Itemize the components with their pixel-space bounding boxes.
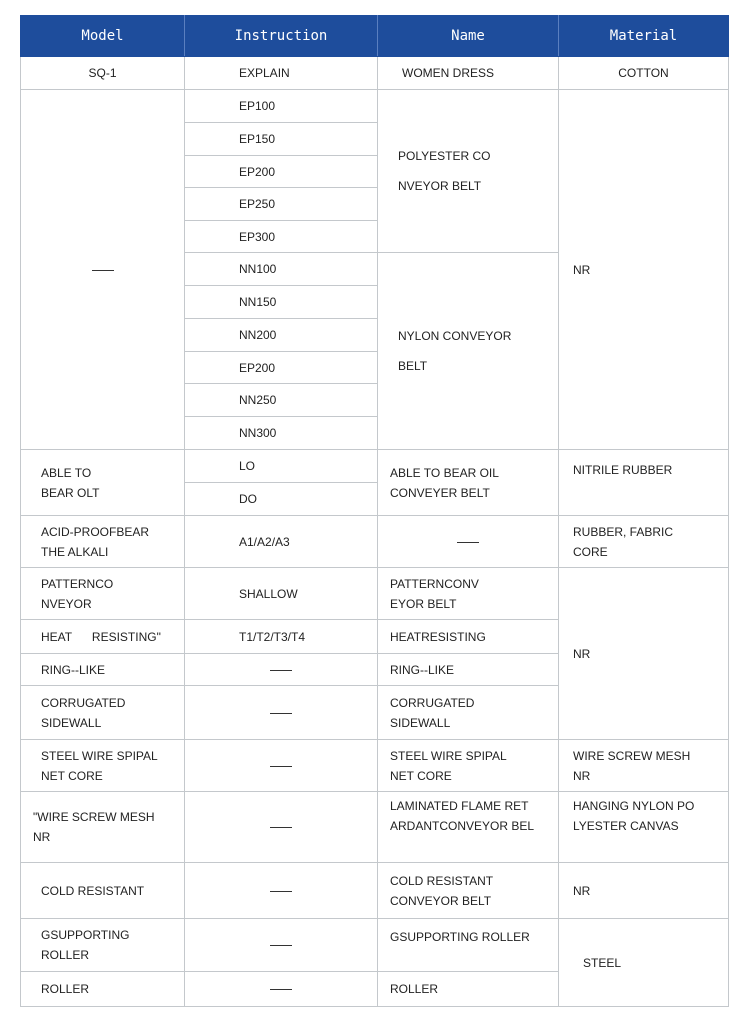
instruction-cell: T1/T2/T3/T4 xyxy=(185,620,378,654)
empty-dash xyxy=(270,670,292,671)
material-cell: NR xyxy=(559,863,729,919)
header-row xyxy=(21,16,729,57)
instruction-cell: DO xyxy=(185,483,378,516)
table-row xyxy=(21,792,729,863)
name-cell: COLD RESISTANT CONVEYOR BELT xyxy=(378,863,559,919)
name-cell: NYLON CONVEYOR BELT xyxy=(378,253,559,450)
table-row xyxy=(21,516,729,568)
header-name: Name xyxy=(378,16,559,57)
model-cell: PATTERNCO NVEYOR xyxy=(21,568,185,620)
model-cell: COLD RESISTANT xyxy=(21,863,185,919)
header-model: Model xyxy=(21,16,185,57)
empty-dash xyxy=(92,270,114,271)
model-cell: STEEL WIRE SPIPAL NET CORE xyxy=(21,740,185,792)
table-row xyxy=(21,740,729,792)
name-cell: LAMINATED FLAME RET ARDANTCONVEYOR BEL xyxy=(378,792,559,863)
header-instruction: Instruction xyxy=(185,16,378,57)
table-row xyxy=(21,57,729,90)
name-cell: ROLLER xyxy=(378,972,559,1007)
empty-dash xyxy=(270,766,292,767)
table-row xyxy=(21,919,729,972)
spec-table-container xyxy=(20,15,728,1007)
model-cell: "WIRE SCREW MESH NR xyxy=(21,792,185,863)
material-cell: HANGING NYLON PO LYESTER CANVAS xyxy=(559,792,729,863)
model-cell: RING--LIKE xyxy=(21,654,185,686)
material-cell: STEEL xyxy=(559,919,729,1007)
instruction-cell: EP200 xyxy=(185,352,378,384)
name-cell: POLYESTER CO NVEYOR BELT xyxy=(378,90,559,253)
empty-dash xyxy=(457,542,479,543)
instruction-cell: NN300 xyxy=(185,417,378,450)
model-cell: ACID-PROOFBEAR THE ALKALI xyxy=(21,516,185,568)
instruction-cell: A1/A2/A3 xyxy=(185,516,378,568)
empty-dash xyxy=(270,945,292,946)
name-cell: ABLE TO BEAR OIL CONVEYER BELT xyxy=(378,450,559,516)
instruction-cell: NN100 xyxy=(185,253,378,286)
model-cell: ROLLER xyxy=(21,972,185,1007)
instruction-cell: EP150 xyxy=(185,123,378,156)
model-cell-empty xyxy=(21,90,185,450)
model-cell: SQ-1 xyxy=(21,57,185,90)
material-cell: WIRE SCREW MESH NR xyxy=(559,740,729,792)
instruction-cell: EXPLAIN xyxy=(185,57,378,90)
instruction-cell: EP250 xyxy=(185,188,378,221)
name-cell: WOMEN DRESS xyxy=(378,57,559,90)
name-cell: GSUPPORTING ROLLER xyxy=(378,919,559,972)
model-cell: GSUPPORTING ROLLER xyxy=(21,919,185,972)
material-cell: NR xyxy=(559,90,729,450)
table-row xyxy=(21,450,729,483)
name-cell: STEEL WIRE SPIPAL NET CORE xyxy=(378,740,559,792)
material-cell: RUBBER, FABRIC CORE xyxy=(559,516,729,568)
instruction-cell: EP300 xyxy=(185,221,378,253)
empty-dash xyxy=(270,713,292,714)
model-cell: CORRUGATED SIDEWALL xyxy=(21,686,185,740)
instruction-cell: EP200 xyxy=(185,156,378,188)
instruction-cell-empty xyxy=(185,686,378,740)
material-cell: NR xyxy=(559,568,729,740)
instruction-cell-empty xyxy=(185,863,378,919)
conveyor-belt-spec-table xyxy=(20,15,729,1007)
model-cell: HEAT RESISTING" xyxy=(21,620,185,654)
model-cell: ABLE TO BEAR OLT xyxy=(21,450,185,516)
empty-dash xyxy=(270,891,292,892)
instruction-cell: SHALLOW xyxy=(185,568,378,620)
instruction-cell-empty xyxy=(185,919,378,972)
material-cell: COTTON xyxy=(559,57,729,90)
instruction-cell: EP100 xyxy=(185,90,378,123)
name-cell: RING--LIKE xyxy=(378,654,559,686)
instruction-cell: NN250 xyxy=(185,384,378,417)
instruction-cell-empty xyxy=(185,972,378,1007)
table-row xyxy=(21,90,729,123)
instruction-cell: NN150 xyxy=(185,286,378,319)
instruction-cell: LO xyxy=(185,450,378,483)
table-row xyxy=(21,568,729,620)
header-material: Material xyxy=(559,16,729,57)
name-cell: HEATRESISTING xyxy=(378,620,559,654)
table-row xyxy=(21,863,729,919)
instruction-cell-empty xyxy=(185,740,378,792)
instruction-cell: NN200 xyxy=(185,319,378,352)
name-cell: CORRUGATED SIDEWALL xyxy=(378,686,559,740)
instruction-cell-empty xyxy=(185,792,378,863)
instruction-cell-empty xyxy=(185,654,378,686)
name-cell: PATTERNCONV EYOR BELT xyxy=(378,568,559,620)
name-cell-empty xyxy=(378,516,559,568)
empty-dash xyxy=(270,989,292,990)
empty-dash xyxy=(270,827,292,828)
material-cell: NITRILE RUBBER xyxy=(559,450,729,516)
